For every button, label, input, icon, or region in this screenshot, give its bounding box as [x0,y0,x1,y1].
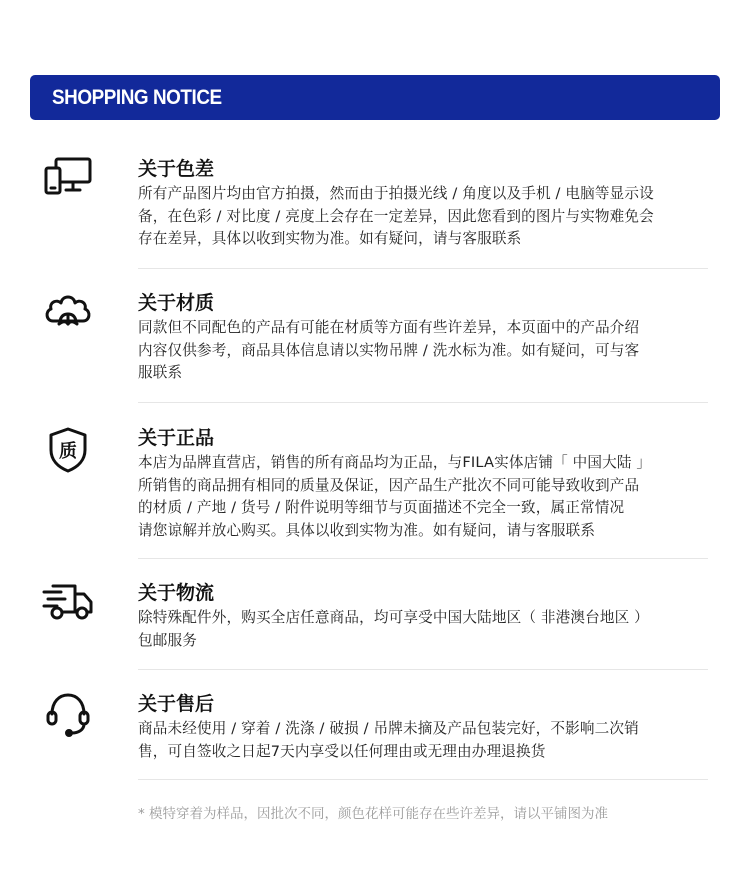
body-line: 内容仅供参考，商品具体信息请以实物吊牌 / 洗水标为准。如有疑问，可与客 [138,341,640,359]
body-line: 同款但不同配色的产品有可能在材质等方面有些许差异，本页面中的产品介绍 [138,319,640,336]
section-heading: 关于售后 [138,693,215,715]
divider [138,402,708,403]
shopping-notice-banner [30,75,720,120]
body-line: 包邮服务 [138,631,197,649]
banner-title: SHOPPING NOTICE [52,85,222,109]
body-line: 备，在色彩 / 对比度 / 亮度上会存在一定差异，因此您看到的图片与实物难免会 [138,207,654,225]
delivery-truck-icon [40,576,96,624]
devices-icon [40,152,96,200]
divider [138,558,708,559]
section-heading: 关于色差 [138,158,215,180]
body-line: 售，可自签收之日起7天内享受以任何理由或无理由办理退换货 [138,742,546,760]
quality-shield-icon [40,426,96,474]
divider [138,268,708,269]
section-heading: 关于材质 [138,292,215,314]
body-line: 服联系 [138,364,183,381]
body-line: 所销售的商品拥有相同的质量及保证，因产品生产批次不同可能导致收到产品 [138,476,640,494]
section-heading: 关于正品 [138,427,215,449]
section-body [138,317,710,385]
section-body [138,183,710,251]
quality-shield-text: 质 [59,441,77,462]
divider [138,669,708,670]
body-line: 除特殊配件外，购买全店任意商品，均可享受中国大陆地区（ 非港澳台地区 ） [138,609,649,626]
section-heading: 关于物流 [138,582,215,604]
body-line: 的材质 / 产地 / 货号 / 附件说明等细节与页面描述不完全一致，属正常情况 [138,499,625,516]
divider [138,779,708,780]
cotton-icon [40,288,96,336]
body-line: 请您谅解并放心购买。具体以收到实物为准。如有疑问，请与客服联系 [138,521,596,539]
body-line: 存在差异，具体以收到实物为准。如有疑问，请与客服联系 [138,230,522,247]
section-body [138,607,710,652]
footnote: * 模特穿着为样品，因批次不同，颜色花样可能存在些许差异，请以平铺图为准 [138,806,609,822]
body-line: 商品未经使用 / 穿着 / 洗涤 / 破损 / 吊牌未摘及产品包装完好，不影响二次销 [138,720,639,737]
section-body [138,452,710,542]
headset-icon [40,690,96,738]
body-line: 本店为品牌直营店，销售的所有商品均为正品，与FILA实体店铺「 中国大陆 」 [138,454,652,471]
section-body [138,718,710,763]
body-line: 所有产品图片均由官方拍摄，然而由于拍摄光线 / 角度以及手机 / 电脑等显示设 [138,185,654,202]
